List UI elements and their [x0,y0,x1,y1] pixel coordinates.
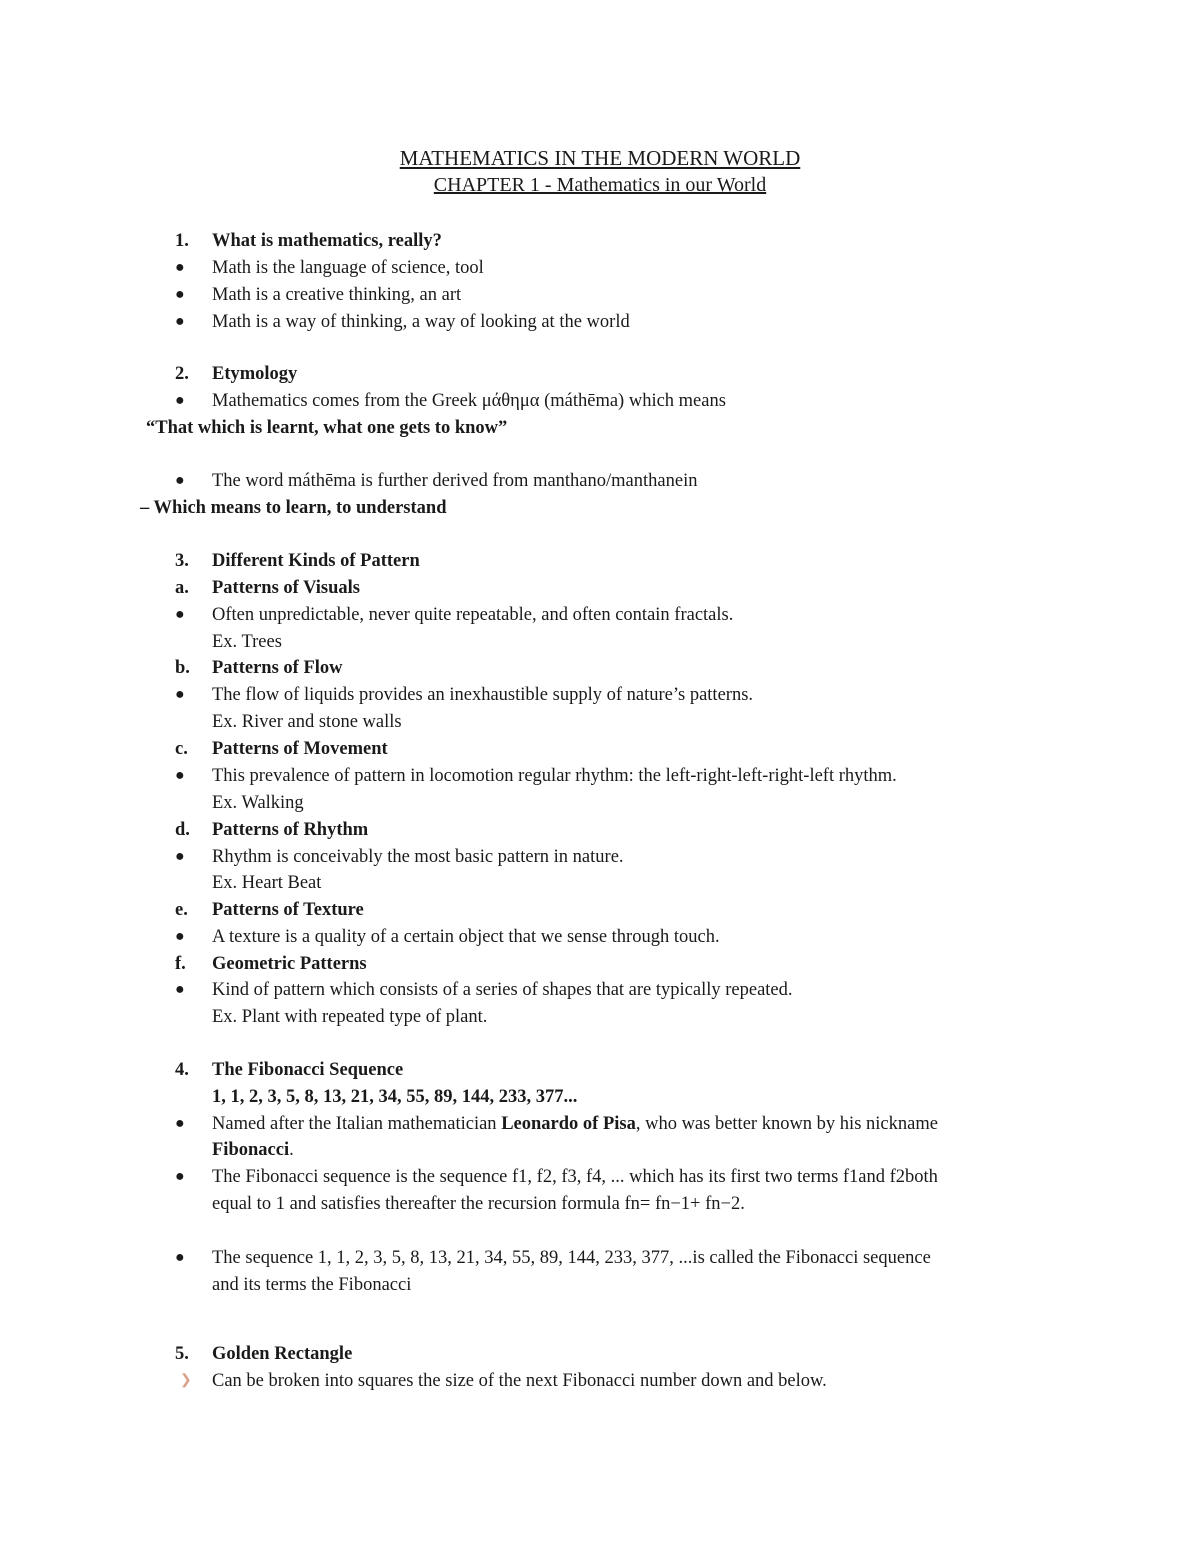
subsection-letter: f. [175,954,186,974]
list-item-continuation: and its terms the Fibonacci [212,1275,412,1295]
subsection-heading: Patterns of Flow [212,658,343,678]
bullet-icon: ● [175,392,185,409]
subsection-letter: e. [175,900,188,920]
section-number: 4. [175,1060,189,1080]
subsection-heading: Geometric Patterns [212,954,367,974]
list-item-continuation [212,1139,294,1161]
subsection-heading: Patterns of Movement [212,739,388,759]
section-number: 2. [175,364,189,384]
section-number: 3. [175,551,189,571]
subsection-letter: a. [175,578,189,598]
list-item: This prevalence of pattern in locomotion regular rhythm: the left-right-left-right-left rhythm. [212,766,897,786]
example-text: Ex. Trees [212,632,282,652]
subsection-heading: Patterns of Texture [212,900,364,920]
list-item-continuation: equal to 1 and satisfies thereafter the recursion formula fn= fn−1+ fn−2. [212,1194,745,1214]
list-item: Kind of pattern which consists of a series of shapes that are typically repeated. [212,980,793,1000]
bullet-icon: ● [175,928,185,945]
text-run: . [289,1140,294,1160]
nickname: Fibonacci [212,1140,290,1160]
section-heading: Etymology [212,364,298,384]
example-text: Ex. Plant with repeated type of plant. [212,1007,488,1027]
subsection-heading: Patterns of Rhythm [212,820,369,840]
fibonacci-sequence: 1, 1, 2, 3, 5, 8, 13, 21, 34, 55, 89, 144, 233, 377... [212,1087,578,1107]
section-number: 5. [175,1344,189,1364]
subsection-letter: d. [175,820,190,840]
bullet-icon: ● [175,1168,185,1185]
example-text: Ex. Walking [212,793,304,813]
list-item: Rhythm is conceivably the most basic pattern in nature. [212,847,624,867]
definition-note: – Which means to learn, to understand [140,498,447,518]
list-item: A texture is a quality of a certain object that we sense through touch. [212,927,720,947]
list-item: The Fibonacci sequence is the sequence f1, f2, f3, f4, ... which has its first two terms f1and f2both [212,1167,938,1187]
list-item: Math is a creative thinking, an art [212,285,462,305]
bullet-icon: ● [175,1249,185,1266]
list-item [212,1113,938,1135]
list-item: Math is a way of thinking, a way of looking at the world [212,312,630,332]
bullet-icon: ● [175,1115,185,1132]
list-item: The word máthēma is further derived from manthano/manthanein [212,471,698,491]
subsection-heading: Patterns of Visuals [212,578,360,598]
list-item: The flow of liquids provides an inexhaustible supply of nature’s patterns. [212,685,754,705]
subsection-letter: c. [175,739,188,759]
bullet-icon: ● [175,259,185,276]
bullet-icon: ● [175,472,185,489]
list-item: Math is the language of science, tool [212,258,484,278]
section-heading: What is mathematics, really? [212,231,442,251]
list-item: The sequence 1, 1, 2, 3, 5, 8, 13, 21, 34, 55, 89, 144, 233, 377, ...is called the Fibonacci sequence [212,1248,931,1268]
example-text: Ex. Heart Beat [212,873,322,893]
bullet-icon: ● [175,767,185,784]
section-number: 1. [175,231,189,251]
list-item: Mathematics comes from the Greek μάθημα (máthēma) which means [212,391,726,411]
section-heading: Golden Rectangle [212,1344,353,1364]
definition-quote: “That which is learnt, what one gets to know” [146,418,508,438]
bullet-icon: ● [175,848,185,865]
section-heading: The Fibonacci Sequence [212,1060,404,1080]
mathematician-name: Leonardo of Pisa [501,1114,636,1134]
subsection-letter: b. [175,658,190,678]
chapter-subtitle: CHAPTER 1 - Mathematics in our World [433,174,767,196]
section-heading: Different Kinds of Pattern [212,551,420,571]
bullet-icon: ● [175,286,185,303]
text-run: , who was better known by his nickname [635,1114,938,1134]
bullet-icon: ● [175,686,185,703]
text-run: Named after the Italian mathematician [212,1114,502,1134]
document-title: MATHEMATICS IN THE MODERN WORLD [399,146,801,170]
bullet-icon: ● [175,313,185,330]
list-item: Often unpredictable, never quite repeatable, and often contain fractals. [212,605,734,625]
bullet-icon: ● [175,606,185,623]
bullet-icon: ● [175,981,185,998]
arrow-bullet-icon: ❯ [180,1373,192,1388]
list-item: Can be broken into squares the size of the next Fibonacci number down and below. [212,1371,827,1391]
example-text: Ex. River and stone walls [212,712,402,732]
